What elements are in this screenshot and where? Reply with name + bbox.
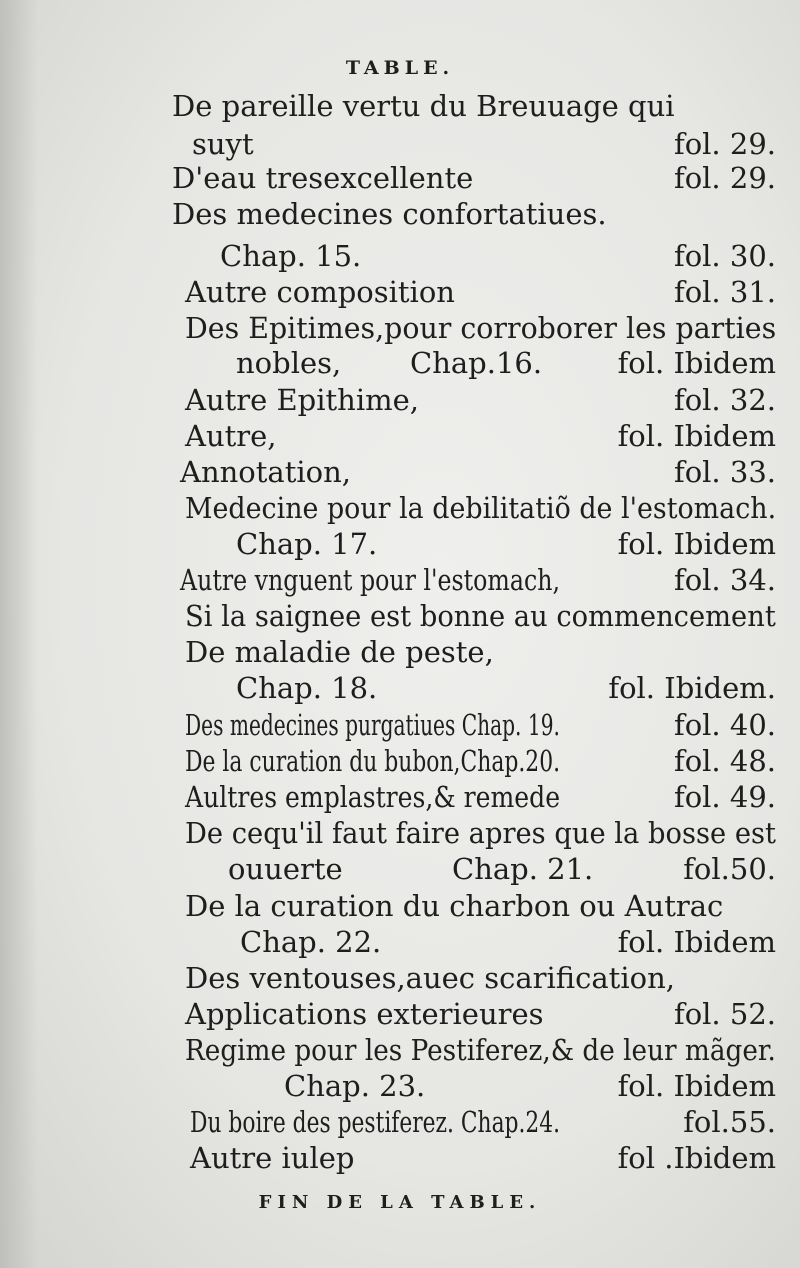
toc-entry <box>0 562 800 598</box>
running-header: TABLE. <box>345 57 455 79</box>
toc-entry <box>0 815 800 851</box>
toc-entry-folio: fol. Ibidem <box>617 925 776 959</box>
toc-entry-folio: fol .Ibidem <box>617 1141 776 1175</box>
toc-entry <box>0 160 800 196</box>
toc-entry-title: De cequ'il faut faire apres que la bosse est <box>185 816 777 850</box>
toc-entry <box>0 126 800 162</box>
toc-entry <box>0 310 800 346</box>
toc-entry-folio: fol. Ibidem <box>617 527 776 561</box>
toc-entry-folio: fol.50. <box>683 852 776 886</box>
toc-entry-folio: fol.55. <box>683 1105 776 1139</box>
toc-entry <box>0 490 800 526</box>
toc-entry-folio: fol. 34. <box>673 563 776 597</box>
toc-entry-title: ouuerte <box>228 852 343 886</box>
toc-entry <box>0 382 800 418</box>
toc-entry-folio: fol. 32. <box>673 383 776 417</box>
toc-entry <box>0 707 800 743</box>
toc-entry-title: Si la saignee est bonne au commencement <box>185 599 776 633</box>
toc-entry-chapter: Chap. 21. <box>452 852 594 886</box>
toc-entry-title: De la curation du bubon,Chap.20. <box>185 744 561 778</box>
toc-entry-title: Des Epitimes,pour corroborer les parties <box>185 311 777 345</box>
toc-entry-folio: fol. 49. <box>673 780 776 814</box>
toc-entry-title: De pareille vertu du Breuuage qui <box>172 89 675 123</box>
toc-entry <box>0 88 800 124</box>
toc-entry <box>0 743 800 779</box>
toc-entry <box>0 418 800 454</box>
toc-entry-folio: fol. Ibidem. <box>608 671 776 705</box>
toc-entry-folio: fol. 40. <box>673 708 776 742</box>
toc-entry <box>0 238 800 274</box>
toc-entry-folio: fol. 48. <box>673 744 776 778</box>
toc-entry-title: Chap. 17. <box>236 527 378 561</box>
toc-entry <box>0 851 800 887</box>
toc-entry-title: Autre composition <box>185 275 455 309</box>
toc-entry <box>0 779 800 815</box>
toc-entry-title: Autre iulep <box>190 1141 355 1175</box>
toc-entry-title: nobles, <box>236 346 342 380</box>
toc-entry <box>0 1140 800 1176</box>
toc-entry-title: Chap. 15. <box>220 239 362 273</box>
toc-entry <box>0 960 800 996</box>
toc-entry <box>0 888 800 924</box>
toc-entry-title: Des medecines confortatiues. <box>172 197 607 231</box>
toc-entry-folio: fol. 29. <box>673 127 776 161</box>
toc-entry-title: Autre Epithime, <box>185 383 420 417</box>
toc-entry-title: Du boire des pestiferez. Chap.24. <box>190 1105 561 1139</box>
toc-entry <box>0 598 800 634</box>
toc-entry <box>0 526 800 562</box>
toc-entry-title: Aultres emplastres,& remede <box>185 780 561 814</box>
toc-entry <box>0 1104 800 1140</box>
toc-entry-title: Des ventouses,auec scarification, <box>185 961 675 995</box>
toc-entry-title: suyt <box>192 127 254 161</box>
toc-entry-title: Medecine pour la debilitatiõ de l'estomach. <box>185 491 777 525</box>
toc-entry-title: Chap. 18. <box>236 671 378 705</box>
toc-entry-folio: fol. 52. <box>673 997 776 1031</box>
toc-entry-folio: fol. Ibidem <box>617 419 776 453</box>
toc-entry-title: Regime pour les Pestiferez,& de leur mãger. <box>185 1033 776 1067</box>
toc-entry-title: Chap. 22. <box>240 925 382 959</box>
toc-entry-folio: fol. Ibidem <box>617 1069 776 1103</box>
toc-entry <box>0 1032 800 1068</box>
toc-entry <box>0 634 800 670</box>
toc-entry-title: D'eau tresexcellente <box>172 161 474 195</box>
page-footer: FIN DE LA TABLE. <box>258 1192 542 1213</box>
toc-entry-title: Des medecines purgatiues Chap. 19. <box>185 708 560 742</box>
toc-entry-chapter: Chap.16. <box>410 346 543 380</box>
toc-entry <box>0 996 800 1032</box>
toc-entry-folio: fol. 29. <box>673 161 776 195</box>
toc-entry-title: De la curation du charbon ou Autrac <box>185 889 724 923</box>
toc-entry <box>0 454 800 490</box>
toc-entry <box>0 670 800 706</box>
toc-entry-title: De maladie de peste, <box>185 635 494 669</box>
toc-entry <box>0 1068 800 1104</box>
toc-entry-title: Autre vnguent pour l'estomach, <box>180 563 560 597</box>
toc-entry-title: Autre, <box>185 419 277 453</box>
toc-entry-folio: fol. 30. <box>673 239 776 273</box>
toc-entry-folio: fol. 33. <box>673 455 776 489</box>
toc-entry <box>0 274 800 310</box>
toc-entry <box>0 345 800 381</box>
toc-entry-title: Annotation, <box>180 455 351 489</box>
toc-entry <box>0 924 800 960</box>
toc-entry-folio: fol. 31. <box>673 275 776 309</box>
toc-entry-folio: fol. Ibidem <box>617 346 776 380</box>
toc-entry-title: Applications exterieures <box>185 997 544 1031</box>
toc-entry-title: Chap. 23. <box>284 1069 426 1103</box>
toc-entry <box>0 196 800 232</box>
